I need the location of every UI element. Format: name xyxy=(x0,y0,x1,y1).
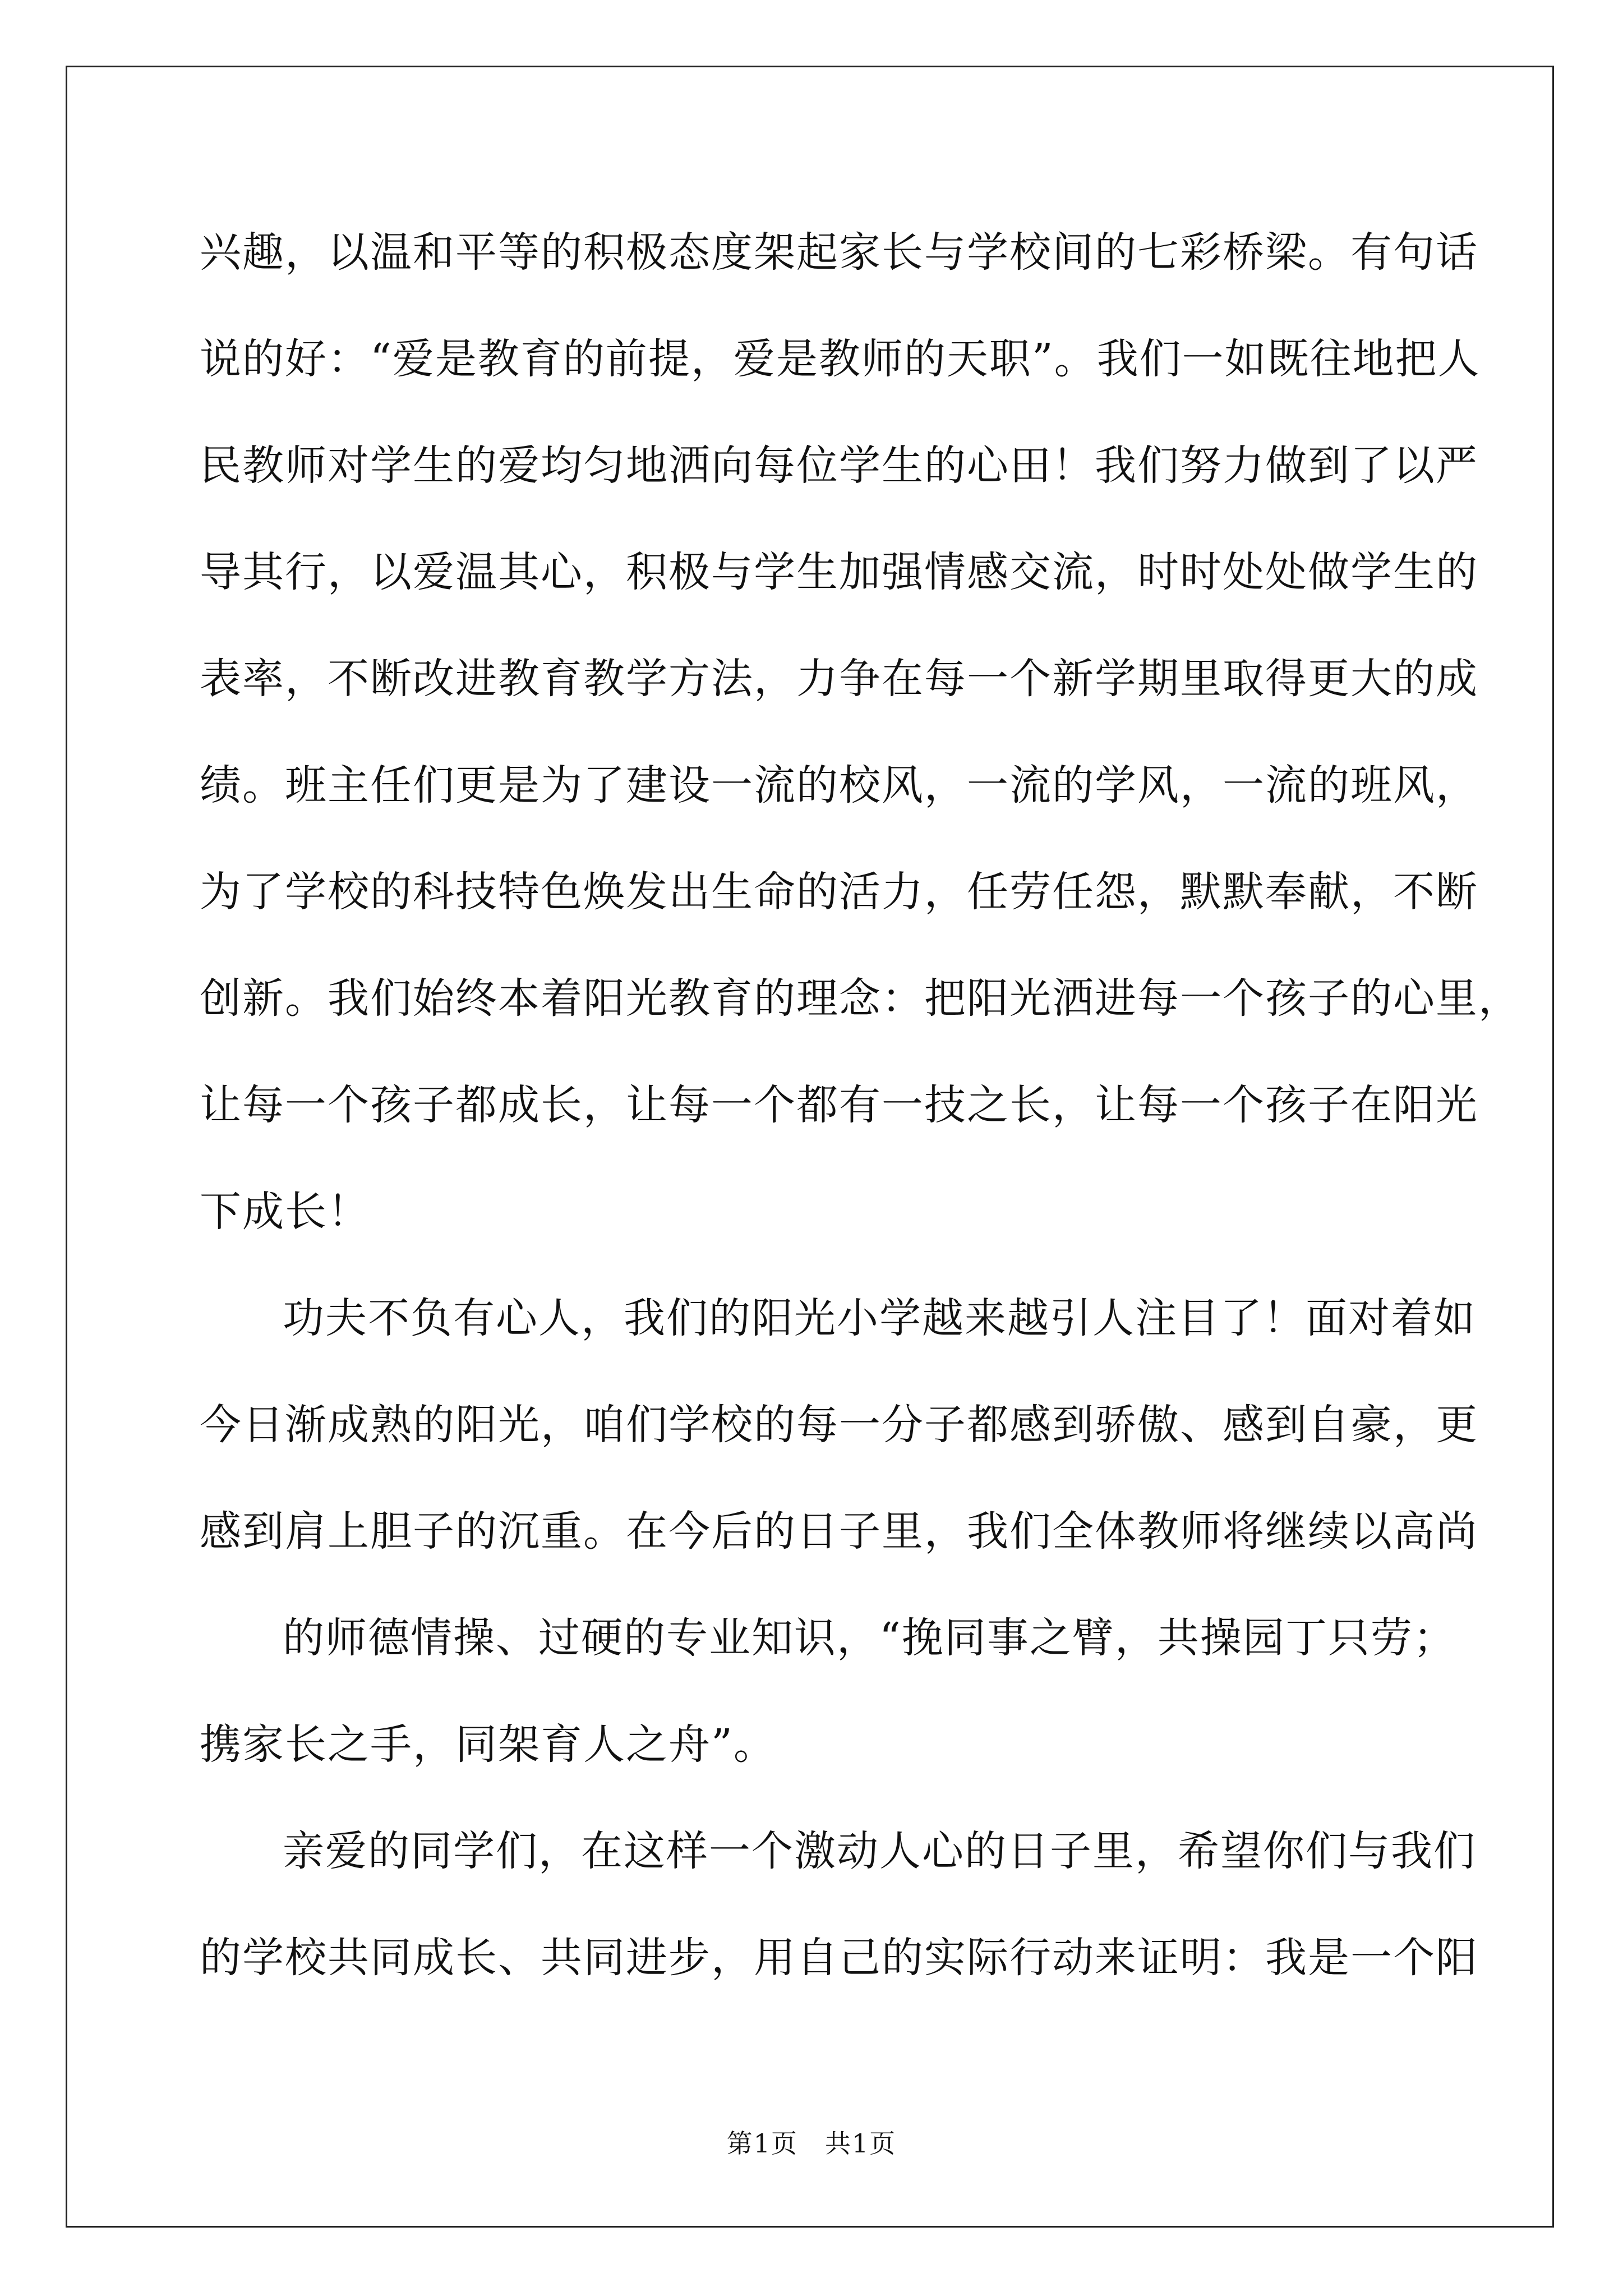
text-line: 兴趣，以温和平等的积极态度架起家长与学校间的七彩桥梁。有句话 xyxy=(200,228,1478,277)
page-footer: 第1页 共1页 xyxy=(726,2128,897,2159)
text-line: 让每一个孩子都成长，让每一个都有一技之长，让每一个孩子在阳光 xyxy=(200,1081,1478,1129)
text-line: 创新。我们始终本着阳光教育的理念：把阳光洒进每一个孩子的心里， xyxy=(200,974,1521,1023)
document-body xyxy=(200,222,1521,2033)
text-line: 的学校共同成长、共同进步，用自己的实际行动来证明：我是一个阳 xyxy=(200,1934,1478,1982)
text-line: 民教师对学生的爱均匀地洒向每位学生的心田！我们努力做到了以严 xyxy=(200,441,1478,490)
text-line: 表率，不断改进教育教学方法，力争在每一个新学期里取得更大的成 xyxy=(200,655,1478,703)
paragraph-start-line: 功夫不负有心人，我们的阳光小学越来越引人注目了！面对着如 xyxy=(283,1294,1476,1342)
paragraph-start-line: 的师德情操、过硬的专业知识，“挽同事之臂，共操园丁只劳； xyxy=(283,1614,1456,1662)
text-line: 携家长之手，同架育人之舟”。 xyxy=(200,1720,776,1769)
text-line: 下成长！ xyxy=(200,1188,370,1236)
text-line: 为了学校的科技特色焕发出生命的活力，任劳任怨，默默奉献，不断 xyxy=(200,868,1478,916)
text-line: 绩。班主任们更是为了建设一流的校风，一流的学风，一流的班风， xyxy=(200,761,1478,809)
paragraph-start-line: 亲爱的同学们，在这样一个激动人心的日子里，希望你们与我们 xyxy=(283,1827,1476,1875)
text-line: 说的好：“爱是教育的前提，爱是教师的天职”。我们一如既往地把人 xyxy=(200,335,1481,383)
text-line: 导其行，以爱温其心，积极与学生加强情感交流，时时处处做学生的 xyxy=(200,548,1478,596)
text-line: 今日渐成熟的阳光，咱们学校的每一分子都感到骄傲、感到自豪，更 xyxy=(200,1401,1478,1449)
text-line: 感到肩上胆子的沉重。在今后的日子里，我们全体教师将继续以高尚 xyxy=(200,1507,1478,1556)
